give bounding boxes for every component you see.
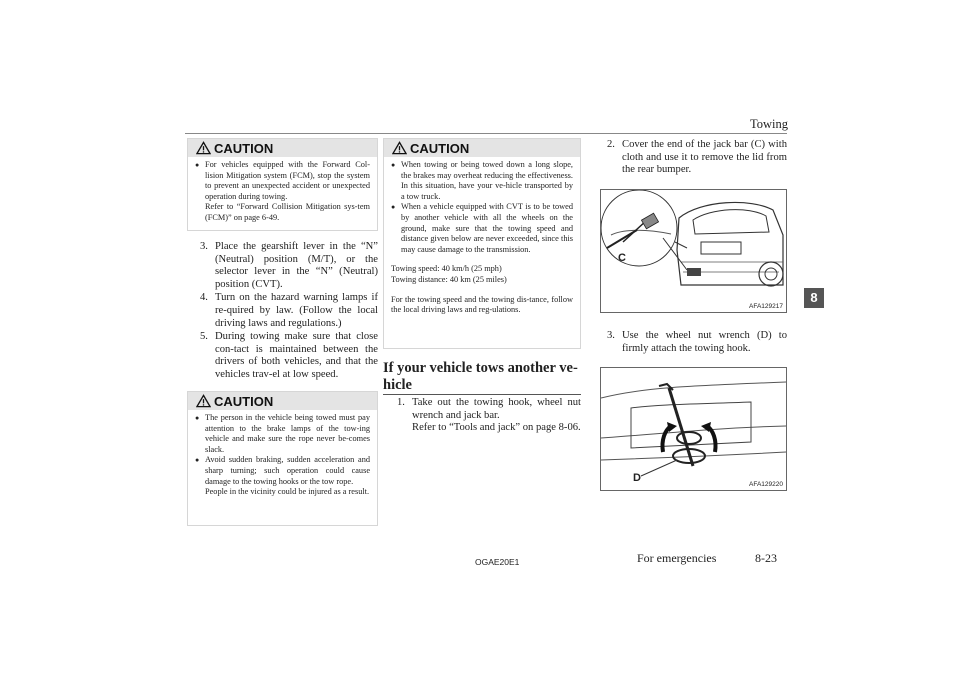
header-rule — [185, 133, 787, 134]
caution-body — [384, 157, 580, 321]
step-number: 5. — [200, 331, 208, 343]
caution-item-reference: Refer to “Forward Collision Mitigation sys-tem (FCM)” on page 6-49. — [205, 202, 370, 222]
towing-distance: Towing distance: 40 km (25 miles) — [391, 274, 507, 284]
bullet-icon: ● — [391, 203, 396, 212]
caution-note: For the towing speed and the towing dis-tance, follow the local driving laws and reg-ulations. — [391, 294, 573, 315]
step-item — [397, 397, 581, 435]
step-number: 1. — [397, 397, 405, 408]
warning-triangle-icon — [196, 394, 211, 408]
caution-item — [391, 160, 573, 202]
step-number: 4. — [200, 292, 208, 304]
caution-item-text: People in the vicinity could be injured as a result. — [205, 487, 370, 497]
bullet-icon: ● — [195, 414, 200, 422]
step-number: 2. — [607, 139, 615, 150]
step-text: Place the gearshift lever in the “N” (Neutral) position (M/T), or the selector lever in the “N” (Neutral) position (CVT). — [215, 241, 378, 290]
step-item — [200, 331, 378, 381]
caution-item — [391, 202, 573, 255]
caution-header — [188, 139, 377, 157]
section-heading: If your vehicle tows another ve-hicle — [383, 360, 578, 393]
warning-triangle-icon — [392, 141, 407, 155]
figure-code: AFA129217 — [749, 303, 783, 310]
caution-body — [188, 410, 377, 503]
caution-box-fcm — [187, 138, 378, 231]
step-text: Cover the end of the jack bar (C) with cloth and use it to remove the lid from the rear bumper. — [622, 139, 787, 176]
caution-item — [195, 160, 370, 224]
figure-jack-bar-bumper — [600, 189, 787, 313]
figure-towing-hook-wrench — [600, 367, 787, 491]
running-header-section: Towing — [749, 117, 788, 131]
figure-callout-label: D — [633, 472, 641, 484]
document-code: OGAE20E1 — [475, 557, 520, 567]
step-number: 3. — [607, 330, 615, 341]
caution-title: CAUTION — [214, 140, 274, 156]
warning-triangle-icon — [196, 141, 211, 155]
bullet-icon: ● — [391, 161, 396, 169]
towing-speed: Towing speed: 40 km/h (25 mph) — [391, 264, 502, 274]
step-number: 3. — [200, 241, 208, 252]
caution-item-text: When a vehicle equipped with CVT is to be towed by another vehicle with all the wheels on the ground, make sure that the towing speed and distance given below are never exceeded, since this may cause damage to the transmission. — [401, 202, 573, 254]
step-text: Use the wheel nut wrench (D) to firmly attach the towing hook. — [622, 330, 787, 354]
caution-item — [195, 413, 370, 455]
step-list-middle — [397, 397, 581, 435]
step-item — [200, 292, 378, 330]
step-2 — [607, 139, 787, 177]
bullet-icon: ● — [195, 161, 200, 169]
caution-title: CAUTION — [214, 393, 274, 409]
caution-item-text: The person in the vehicle being towed must pay attention to the brake lamps of the tow-ing vehicle and make sure the rope never be-comes slack. — [205, 413, 370, 454]
bullet-icon: ● — [195, 456, 200, 465]
caution-header — [188, 392, 377, 410]
step-3 — [607, 330, 787, 355]
figure-illustration — [601, 190, 786, 312]
chapter-tab: 8 — [804, 288, 824, 308]
caution-title: CAUTION — [410, 140, 470, 156]
caution-header — [384, 139, 580, 157]
step-text: During towing make sure that close con-tact is maintained between the drivers of both vehicles, and that the vehicles trav-el at low speed. — [215, 331, 378, 380]
step-reference: Refer to “Tools and jack” on page 8-06. — [412, 422, 581, 434]
caution-body — [188, 157, 377, 229]
caution-item-text: When towing or being towed down a long slope, the brakes may overheat reducing the effectiveness. In this situation, have your ve-hicle transported by a tow truck. — [401, 160, 573, 201]
step-text: Take out the towing hook, wheel nut wrench and jack bar. — [412, 397, 581, 421]
caution-item — [195, 455, 370, 497]
page-number: 8-23 — [755, 551, 777, 565]
figure-code: AFA129220 — [749, 481, 783, 488]
heading-rule — [383, 394, 581, 395]
caution-box-cvt-towing — [383, 138, 581, 349]
figure-callout-label: C — [618, 252, 626, 264]
caution-item-text: Avoid sudden braking, sudden acceleration and sharp turning; such operation could cause damage to the towing hooks or the tow rope. — [205, 455, 370, 486]
caution-box-towed-vehicle — [187, 391, 378, 526]
step-item — [607, 330, 787, 355]
step-item — [200, 241, 378, 291]
caution-item-text: For vehicles equipped with the Forward Col-lision Mitigation system (FCM), stop the system to prevent an unexpected accident or unexpected operation during towing. — [205, 160, 370, 201]
footer-section: For emergencies — [637, 551, 717, 565]
step-list-left — [200, 241, 378, 382]
figure-illustration — [601, 368, 786, 490]
step-item — [607, 139, 787, 177]
step-text: Turn on the hazard warning lamps if re-quired by law. (Follow the local driving laws and regulations.) — [215, 292, 378, 329]
